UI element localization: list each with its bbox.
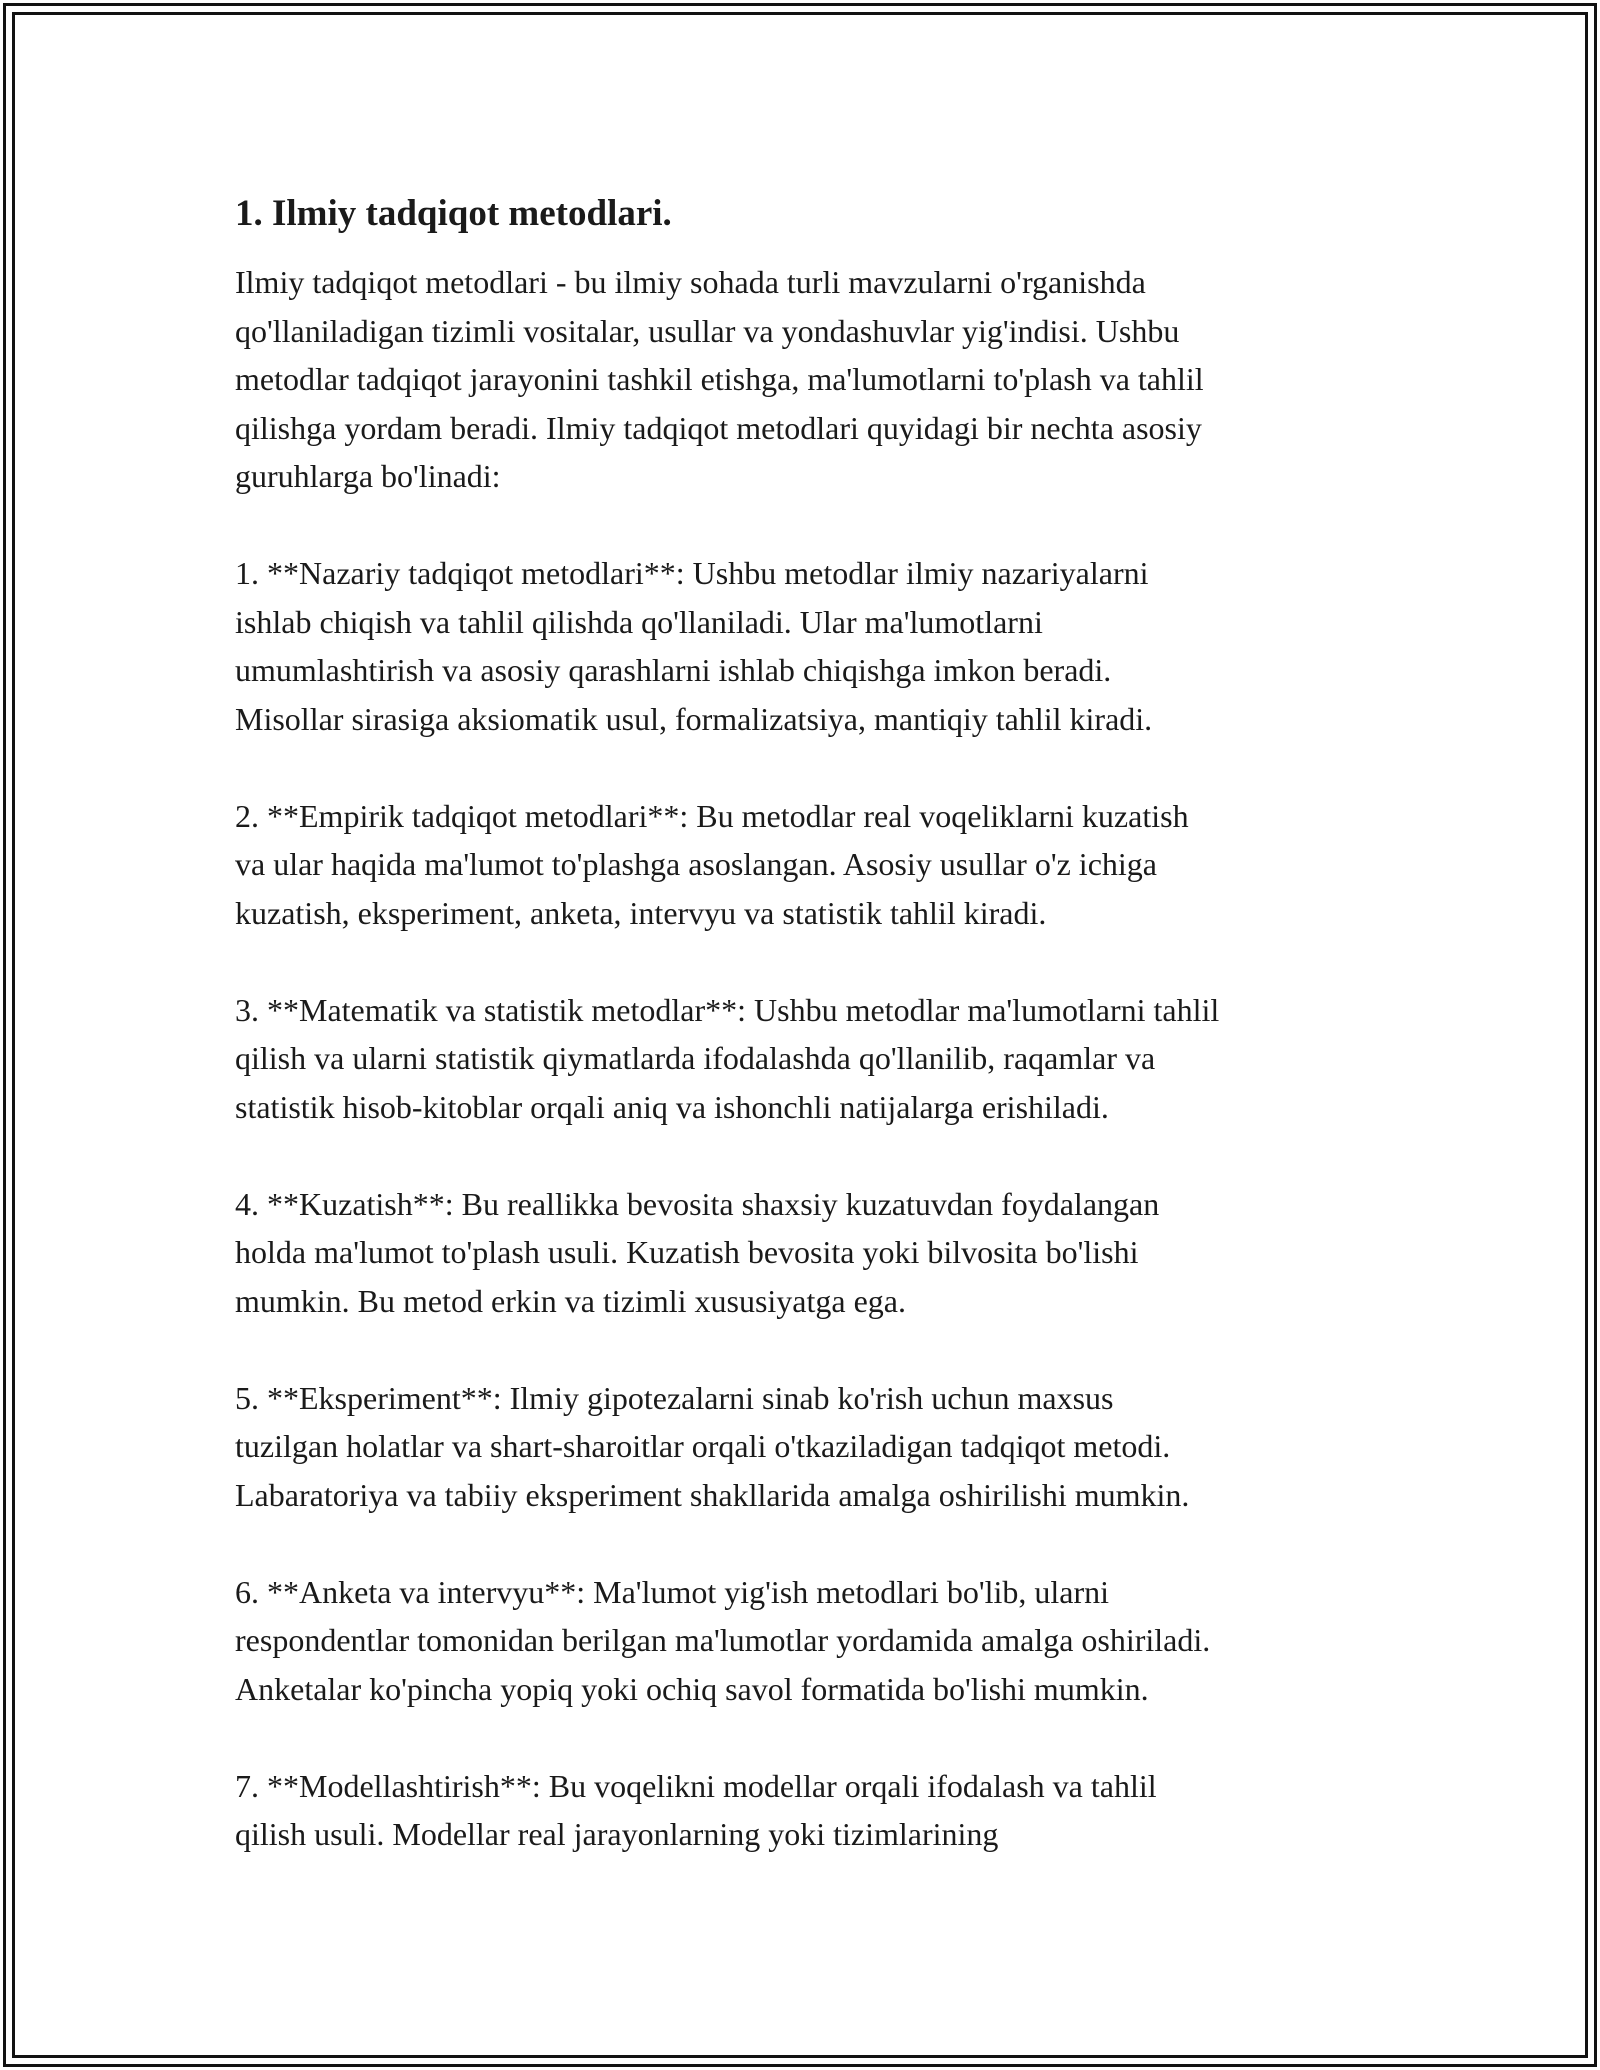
text-line: Ilmiy tadqiqot metodlari - bu ilmiy sohada turli mavzularni o'rganishda [235, 264, 1146, 300]
text-line: Anketalar ko'pincha yopiq yoki ochiq savol formatida bo'lishi mumkin. [235, 1670, 1149, 1707]
intro-paragraph [235, 258, 1375, 501]
text-line: metodlar tadqiqot jarayonini tashkil etishga, ma'lumotlarni to'plash va tahlil [235, 361, 1204, 397]
list-item-7 [235, 1762, 1375, 1859]
list-item-2 [235, 792, 1375, 938]
paragraph-gap [235, 501, 1375, 550]
document-paragraphs [235, 258, 1375, 1859]
text-line: ishlab chiqish va tahlil qilishda qo'llaniladi. Ular ma'lumotlarni [235, 603, 1043, 640]
text-line: 7. **Modellashtirish**: Bu voqelikni modellar orqali ifodalash va tahlil [235, 1767, 1157, 1804]
document-body [235, 180, 1375, 1859]
paragraph-gap [235, 937, 1375, 986]
text-line: va ular haqida ma'lumot to'plashga asoslangan. Asosiy usullar o'z ichiga [235, 846, 1157, 882]
text-line: 6. **Anketa va intervyu**: Ma'lumot yig'ish metodlari bo'lib, ularni [235, 1573, 1110, 1610]
paragraph-gap [235, 1325, 1375, 1374]
paragraph-gap [235, 1131, 1375, 1180]
text-line: tuzilgan holatlar va shart-sharoitlar orqali o'tkaziladigan tadqiqot metodi. [235, 1428, 1171, 1464]
text-line: qilish va ularni statistik qiymatlarda ifodalashda qo'llanilib, raqamlar va [235, 1040, 1156, 1076]
list-item-1 [235, 549, 1375, 743]
text-line: umumlashtirish va asosiy qarashlarni ishlab chiqishga imkon beradi. [235, 652, 1112, 688]
text-line: qo'llaniladigan tizimli vositalar, usullar va yondashuvlar yig'indisi. Ushbu [235, 312, 1180, 349]
text-line: respondentlar tomonidan berilgan ma'lumotlar yordamida amalga oshiriladi. [235, 1622, 1211, 1658]
list-item-4 [235, 1180, 1375, 1326]
paragraph-gap [235, 1713, 1375, 1762]
paragraph-gap [235, 1519, 1375, 1568]
text-line: 3. **Matematik va statistik metodlar**: Ushbu metodlar ma'lumotlarni tahlil [235, 991, 1220, 1028]
list-item-3 [235, 986, 1375, 1132]
paragraph-gap [235, 743, 1375, 792]
list-item-5 [235, 1374, 1375, 1520]
text-line: 4. **Kuzatish**: Bu reallikka bevosita shaxsiy kuzatuvdan foydalangan [235, 1185, 1160, 1222]
list-item-6 [235, 1568, 1375, 1714]
text-line: holda ma'lumot to'plash usuli. Kuzatish bevosita yoki bilvosita bo'lishi [235, 1234, 1139, 1270]
document-title: 1. Ilmiy tadqiqot metodlari. [235, 193, 672, 234]
text-line: 1. **Nazariy tadqiqot metodlari**: Ushbu metodlar ilmiy nazariyalarni [235, 555, 1149, 591]
text-line: Labaratoriya va tabiiy eksperiment shakllarida amalga oshirilishi mumkin. [235, 1476, 1190, 1513]
text-line: qilish usuli. Modellar real jarayonlarning yoki tizimlarining [235, 1816, 999, 1852]
text-line: qilishga yordam beradi. Ilmiy tadqiqot metodlari quyidagi bir nechta asosiy [235, 409, 1202, 446]
text-line: 5. **Eksperiment**: Ilmiy gipotezalarni sinab ko'rish uchun maxsus [235, 1379, 1114, 1416]
text-line: kuzatish, eksperiment, anketa, intervyu va statistik tahlil kiradi. [235, 894, 1047, 931]
text-line: mumkin. Bu metod erkin va tizimli xususiyatga ega. [235, 1282, 906, 1319]
text-line: 2. **Empirik tadqiqot metodlari**: Bu metodlar real voqeliklarni kuzatish [235, 797, 1189, 834]
text-line: Misollar sirasiga aksiomatik usul, formalizatsiya, mantiqiy tahlil kiradi. [235, 700, 1153, 737]
text-line: guruhlarga bo'linadi: [235, 458, 501, 494]
text-line: statistik hisob-kitoblar orqali aniq va ishonchli natijalarga erishiladi. [235, 1088, 1109, 1125]
